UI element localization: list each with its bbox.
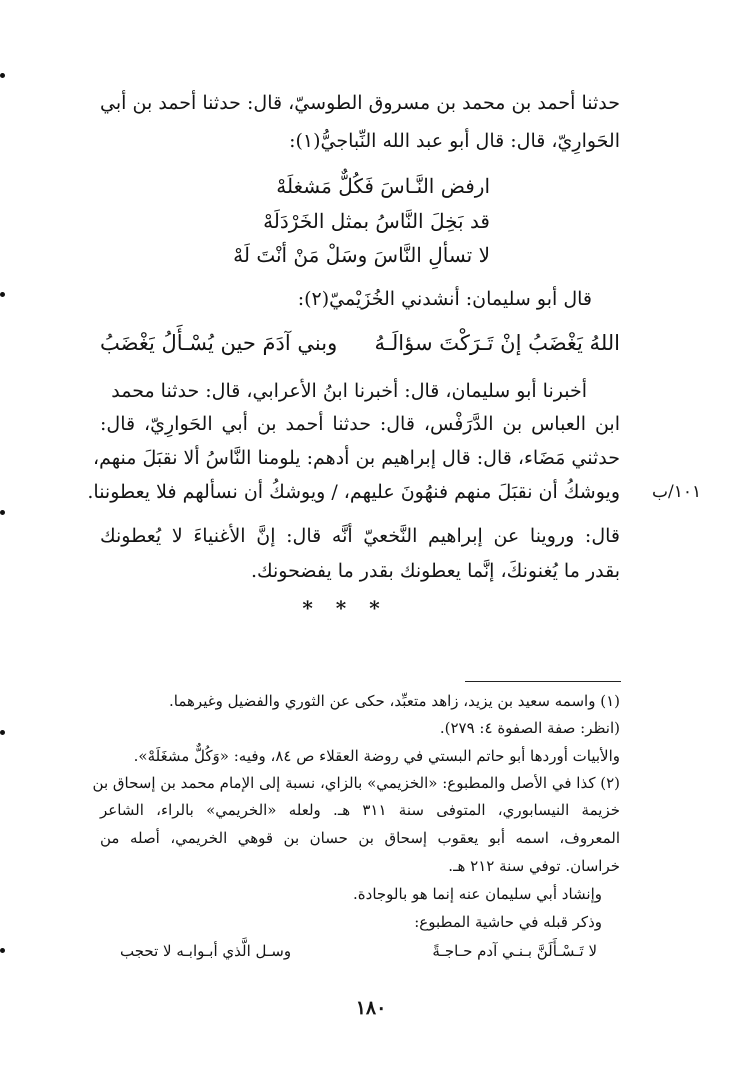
body-line: قال: وروينا عن إبراهيم النَّخعيّ أنَّه قال: إنَّ الأغنياءَ لا يُعطونك [100, 525, 620, 547]
body-line: قال أبو سليمان: أنشدني الخُزَيْميّ(٢): [297, 288, 592, 310]
footnote-separator [465, 681, 621, 682]
body-line: حدثني مَضَاء، قال: قال إبراهيم بن أدهم: يلومنا النَّاسُ ألا نقبَلَ منهم، [92, 447, 620, 469]
footnote-line: المعروف، اسمه أبو يعقوب إسحاق بن حسان بن قوهي الخريمي، أصله من [100, 829, 620, 847]
verse-hemistich-left: وبني آدَمَ حين يُسْـأَلُ يَغْضَبُ [100, 331, 338, 355]
edge-mark [0, 73, 5, 78]
body-line: بقدر ما يُغنونكَ، إنَّما يعطونك بقدر ما يفضحونك. [250, 560, 620, 582]
edge-mark [0, 730, 5, 735]
footnote-line: (انظر: صفة الصفوة ٤: ٢٧٩). [439, 719, 620, 737]
footnote-line: والأبيات أوردها أبو حاتم البستي في روضة العقلاء ص ٨٤، وفيه: «وَكُلٌّ مشغَلَهْ». [133, 747, 620, 765]
body-line: حدثنا أحمد بن محمد بن مسروق الطوسيّ، قال: حدثنا أحمد بن أبي [100, 92, 620, 114]
poem-line: ارفض النَّـاسَ فَكُلٌّ مَشغلَهْ [276, 174, 490, 198]
body-line: ويوشكُ أن نقبَلَ منهم فنهُونَ عليهم، / ويوشكُ أن نسألهم فلا يعطوننا. [87, 481, 620, 503]
edge-mark [0, 292, 5, 297]
section-divider-stars: * * * [302, 596, 388, 620]
poem-line: لا تسألِ النَّاسَ وسَلْ مَنْ أنْتَ لَهْ [233, 243, 490, 267]
footnote-verse-left: وسـل الَّذي أبـوابـه لا تحجب [120, 942, 292, 960]
edge-mark [0, 510, 5, 515]
footnote-line: (٢) كذا في الأصل والمطبوع: «الخزيمي» بالزاي، نسبة إلى الإمام محمد بن إسحاق بن [92, 774, 620, 792]
footnote-verse-right: لا تَـسْـأَلَنَّ بـنـي آدم حـاجـةً [432, 942, 597, 960]
footnote-line: خراسان. توفي سنة ٢١٢ هـ. [448, 857, 620, 875]
footnote-line: (١) واسمه سعيد بن يزيد، زاهد متعبِّد، حكى عن الثوري والفضيل وغيرهما. [169, 692, 620, 710]
footnote-line: وإنشاد أبي سليمان عنه إنما هو بالوجادة. [353, 885, 602, 903]
footnote-line: خزيمة النيسابوري، المتوفى سنة ٣١١ هـ. ولعله «الخريمي» بالراء، الشاعر [100, 801, 620, 819]
page-number: ١٨٠ [355, 997, 387, 1019]
verse-hemistich-right: اللهُ يَغْضَبُ إنْ تَـرَكْتَ سؤالَـهُ [374, 331, 620, 355]
body-line: أخبرنا أبو سليمان، قال: أخبرنا ابنُ الأعرابي، قال: حدثنا محمد [111, 380, 587, 402]
edge-mark [0, 948, 5, 953]
footnote-line: وذكر قبله في حاشية المطبوع: [414, 913, 602, 931]
body-line: ابن العباس بن الدَّرَفْس، قال: حدثنا أحمد بن أبي الحَوارِيّ، قال: [100, 413, 620, 435]
folio-margin-note: ١٠١/ب [652, 482, 702, 502]
poem-line: قد بَخِلَ النَّاسُ بمثل الخَرْدَلَهْ [263, 209, 490, 233]
body-line: الحَوارِيّ، قال: قال أبو عبد الله النِّباجيُّ(١): [289, 130, 620, 152]
